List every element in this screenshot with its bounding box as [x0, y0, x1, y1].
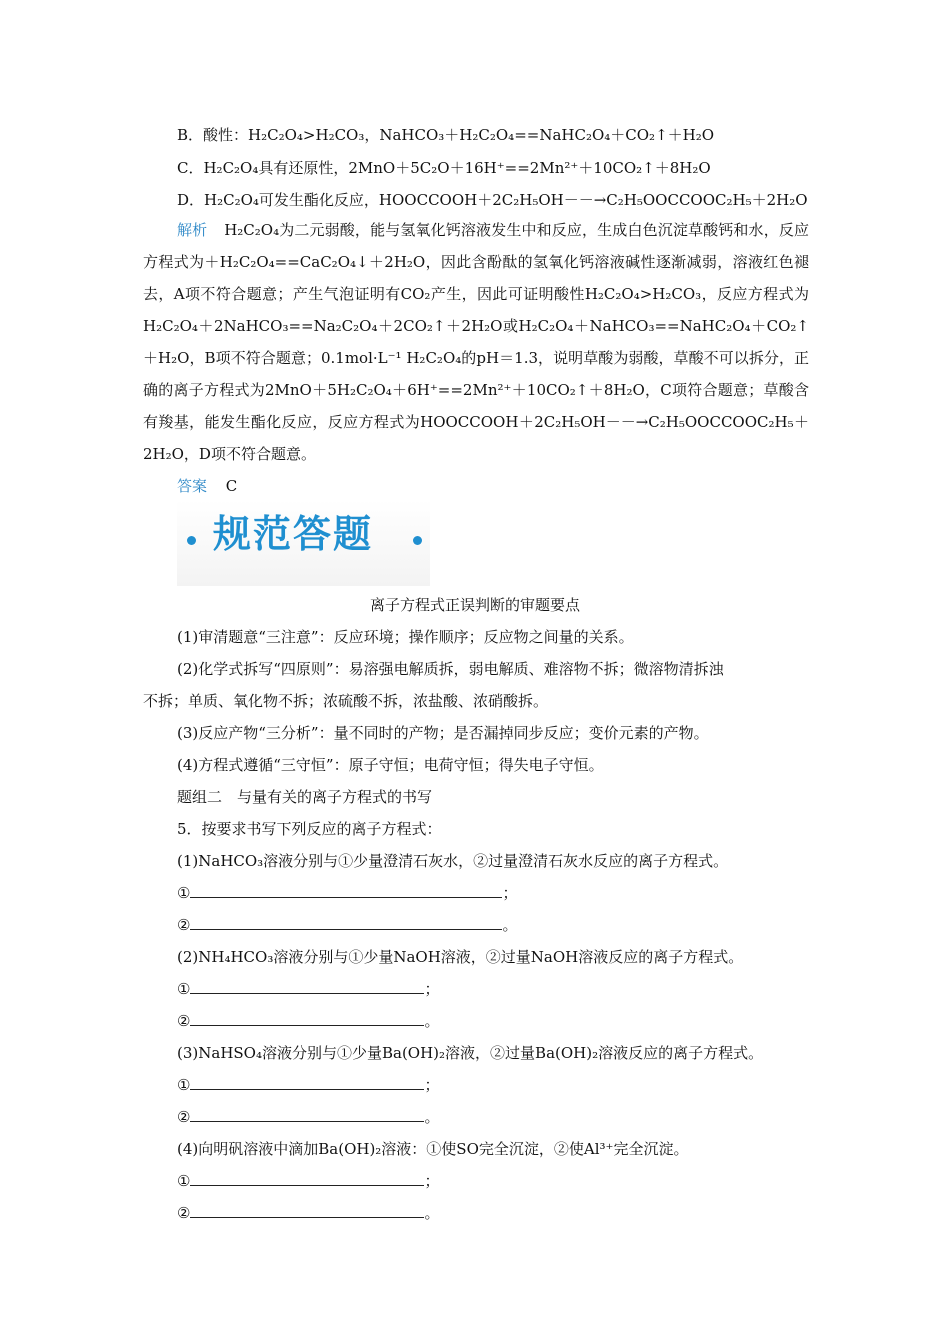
question-2: (2)NH₄HCO₃溶液分别与①少量NaOH溶液，②过量NaOH溶液反应的离子方程式。: [177, 948, 744, 966]
semicolon: ；: [424, 1172, 440, 1190]
guide-point-2b: 不拆；单质、氧化物不拆；浓硫酸不拆，浓盐酸、浓硝酸拆。: [143, 692, 549, 710]
section-banner: [177, 500, 430, 586]
guide-point-1: (1)审清题意“三注意”：反应环境；操作顺序；反应物之间量的关系。: [177, 628, 634, 646]
answer-blank[interactable]: [190, 1011, 424, 1026]
answer-blank[interactable]: [190, 883, 502, 898]
circled-2: ②: [177, 1204, 191, 1222]
period: 。: [424, 1012, 440, 1030]
answer-row: [177, 1203, 439, 1223]
answer-row: [177, 1075, 439, 1095]
circled-2: ②: [177, 916, 191, 934]
guide-point-3: (3)反应产物“三分析”：量不同时的产物；是否漏掉同步反应；变价元素的产物。: [177, 724, 709, 742]
option-b: B．酸性：H₂C₂O₄>H₂CO₃，NaHCO₃＋H₂C₂O₄==NaHC₂O₄＋CO₂↑＋H₂O: [177, 126, 715, 144]
analysis-label: 解析: [177, 221, 208, 239]
period: 。: [424, 1108, 440, 1126]
period: 。: [502, 916, 518, 934]
answer-blank[interactable]: [190, 1075, 424, 1090]
bullet-dot-icon: [187, 536, 196, 545]
semicolon: ；: [424, 980, 440, 998]
bullet-dot-icon: [413, 536, 422, 545]
answer-row: [177, 915, 517, 935]
circled-2: ②: [177, 1108, 191, 1126]
answer-row: [177, 979, 439, 999]
circled-2: ②: [177, 1012, 191, 1030]
question-3: (3)NaHSO₄溶液分别与①少量Ba(OH)₂溶液，②过量Ba(OH)₂溶液反应的离子方程式。: [177, 1044, 764, 1062]
answer-blank[interactable]: [190, 1107, 424, 1122]
answer-blank[interactable]: [190, 915, 502, 930]
circled-1: ①: [177, 980, 191, 998]
guide-title: 离子方程式正误判断的审题要点: [369, 596, 580, 614]
analysis-paragraph: [143, 214, 809, 470]
period: 。: [424, 1204, 440, 1222]
semicolon: ；: [424, 1076, 440, 1094]
banner-title: 规范答题: [213, 512, 374, 556]
answer-value: C: [225, 477, 238, 495]
guide-point-4: (4)方程式遵循“三守恒”：原子守恒；电荷守恒；得失电子守恒。: [177, 756, 604, 774]
analysis-text: H₂C₂O₄为二元弱酸，能与氢氧化钙溶液发生中和反应，生成白色沉淀草酸钙和水，反应方程式为＋H₂C₂O₄==CaC₂O₄↓＋2H₂O，因此含酚酞的氢氧化钙溶液碱性逐渐减弱，溶液红色褪去，A项不符合题意；产生气泡证明有CO₂产生，因此可证明酸性H₂C₂O₄>H₂CO₃，反应方程式为H₂C₂O₄＋2NaHCO₃==Na₂C₂O₄＋2CO₂↑＋2H₂O或H₂C₂O₄＋NaHCO₃==NaHC₂O₄＋CO₂↑＋H₂O，B项不符合题意；0.1mol·L⁻¹ H₂C₂O₄的pH＝1.3，说明草酸为弱酸，草酸不可以拆分，正确的离子方程式为2MnO＋5H₂C₂O₄＋6H⁺==2Mn²⁺＋10CO₂↑＋8H₂O，C项符合题意；草酸含有羧基，能发生酯化反应，反应方程式为HOOCCOOH＋2C₂H₅OH－－→C₂H₅OOCCOOC₂H₅＋2H₂O，D项不符合题意。: [143, 221, 809, 463]
answer-row: [177, 1171, 439, 1191]
circled-1: ①: [177, 884, 191, 902]
circled-1: ①: [177, 1076, 191, 1094]
question-1: (1)NaHCO₃溶液分别与①少量澄清石灰水，②过量澄清石灰水反应的离子方程式。: [177, 852, 729, 870]
answer-row: [177, 1107, 439, 1127]
question-stem: 5．按要求书写下列反应的离子方程式：: [177, 820, 442, 838]
answer-label: 答案: [177, 477, 208, 495]
question-4: (4)向明矾溶液中滴加Ba(OH)₂溶液：①使SO完全沉淀，②使Al³⁺完全沉淀。: [177, 1140, 689, 1158]
circled-1: ①: [177, 1172, 191, 1190]
answer-row: [177, 883, 517, 903]
option-d: D．H₂C₂O₄可发生酯化反应，HOOCCOOH＋2C₂H₅OH－－→C₂H₅OOCCOOC₂H₅＋2H₂O: [177, 191, 808, 209]
answer-blank[interactable]: [190, 1203, 424, 1218]
group-title: 题组二 与量有关的离子方程式的书写: [177, 788, 433, 806]
answer-line: [177, 476, 237, 496]
semicolon: ；: [502, 884, 518, 902]
answer-blank[interactable]: [190, 979, 424, 994]
answer-blank[interactable]: [190, 1171, 424, 1186]
guide-point-2a: (2)化学式拆写“四原则”：易溶强电解质拆，弱电解质、难溶物不拆；微溶物清拆浊: [177, 660, 724, 678]
option-c: C．H₂C₂O₄具有还原性，2MnO＋5C₂O＋16H⁺==2Mn²⁺＋10CO₂↑＋8H₂O: [177, 159, 711, 177]
answer-row: [177, 1011, 439, 1031]
